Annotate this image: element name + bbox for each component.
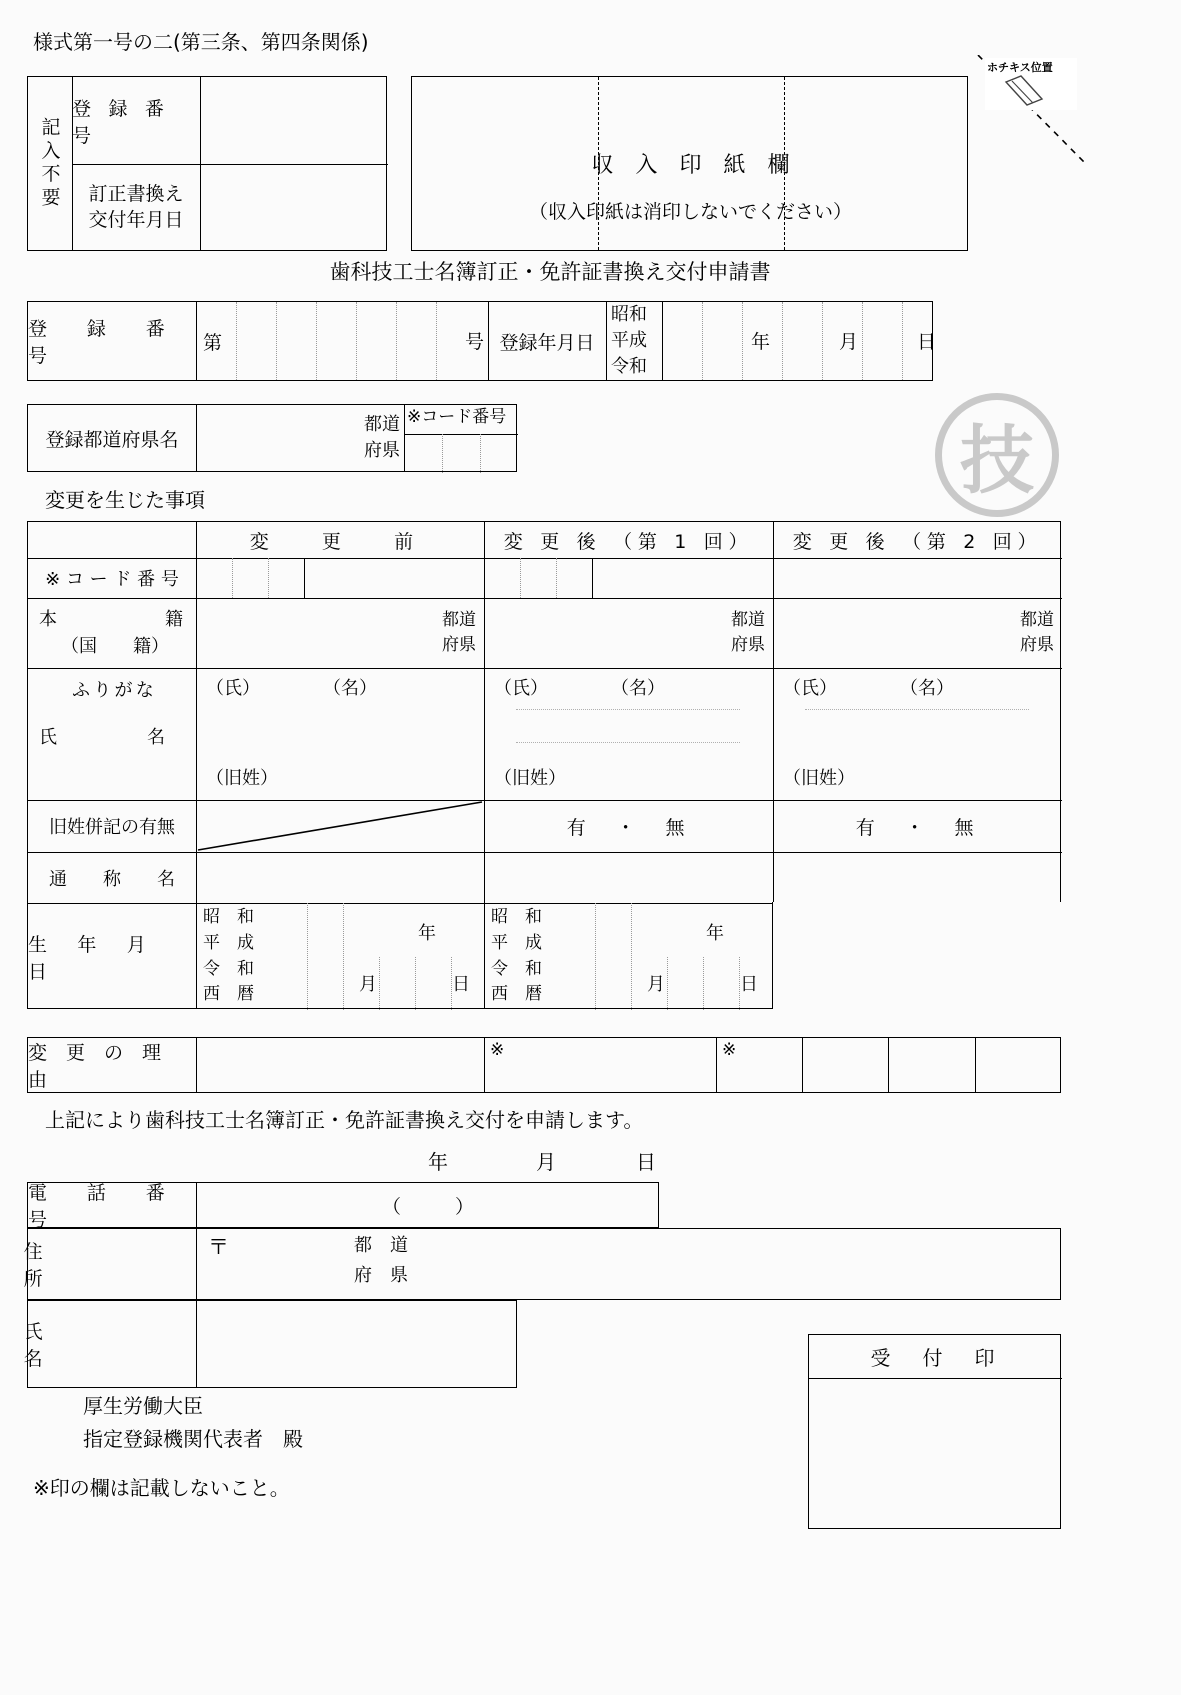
phone-paren-close: ） [455, 1195, 475, 1218]
row-name-label [28, 668, 196, 800]
former-tag-after1: （旧姓） [494, 768, 566, 789]
row-honseki-before-suffix: 都道 府県 [442, 609, 476, 655]
prefecture-code-label: ※コード番号 [407, 407, 507, 427]
change-table-caption: 変更を生じた事項 [45, 488, 205, 512]
addressee-line1: 厚生労働大臣 [83, 1394, 203, 1418]
given-tag-after2: （名） [900, 678, 954, 699]
row-honseki-before[interactable] [196, 598, 484, 668]
row-code-after2[interactable] [773, 558, 1062, 598]
row-honseki-after2[interactable] [773, 598, 1062, 668]
footnote: ※印の欄は記載しないこと。 [33, 1476, 290, 1500]
birth-year-unit-after1: 年 [706, 923, 724, 944]
registration-number-label-cell [72, 77, 200, 164]
revenue-stamp-box[interactable] [411, 76, 968, 251]
reason-code-cell-1[interactable] [484, 1038, 716, 1092]
row-name-after1[interactable] [484, 668, 773, 800]
stapler-icon [985, 72, 1077, 112]
issue-date-value-cell[interactable] [200, 164, 388, 251]
row-honseki-after2-suffix: 都道 府県 [1020, 609, 1054, 655]
diagonal-strike-icon [196, 800, 484, 852]
receipt-stamp-box [808, 1334, 1061, 1529]
birth-month-unit-before: 月 [359, 974, 377, 995]
reason-mark-1: ※ [490, 1040, 505, 1060]
reason-code-cell-4[interactable] [888, 1038, 975, 1092]
receipt-stamp-area[interactable] [809, 1378, 1062, 1530]
receipt-stamp-label-cell: 受 付 印 [870, 1346, 1001, 1370]
applicant-address-row [23, 1228, 1061, 1300]
office-vertical-label: 記入不要 [38, 117, 61, 210]
reason-row [27, 1037, 1061, 1093]
prefecture-code-input[interactable] [404, 434, 518, 473]
registration-number-prefix: 第 [203, 331, 223, 354]
birth-month-unit-after1: 月 [647, 974, 665, 995]
reason-input[interactable] [196, 1038, 484, 1092]
row-honseki-after1[interactable] [484, 598, 773, 668]
change-table-open-corner-mask [773, 902, 1063, 1012]
registration-number-input[interactable] [196, 302, 488, 380]
birth-era-after1: 昭 和 平 成 令 和 西 暦 [491, 906, 542, 1005]
reason-mark-2: ※ [722, 1040, 737, 1060]
era-heisei: 平成 [611, 330, 647, 352]
row-former-surname-before [196, 800, 484, 852]
row-common-name-after2[interactable] [773, 852, 1062, 903]
watermark-gi: 技 [935, 393, 1059, 517]
former-tag-before: （旧姓） [206, 768, 278, 789]
revenue-stamp-title: 収 入 印 紙 欄 [591, 153, 790, 178]
form-code: 様式第一号の二(第三条、第四条関係) [33, 30, 369, 54]
registration-month-unit: 月 [839, 331, 859, 353]
registration-number-label: 登 録 番 号 [72, 97, 170, 147]
change-table-header-after1: 変 更 後 （第 1 回） [503, 530, 754, 553]
prefecture-code-box [404, 405, 518, 471]
birth-day-unit-before: 日 [452, 974, 470, 995]
row-code-before[interactable] [196, 558, 484, 598]
row-birth-label: 生 年 月 日 [28, 933, 177, 983]
birth-day-unit-after1: 日 [740, 974, 758, 995]
phone-label: 電 話 番 号 [28, 1182, 205, 1231]
birth-year-unit-before: 年 [418, 923, 436, 944]
row-birth-before[interactable] [196, 903, 484, 1010]
row-code-after1[interactable] [484, 558, 773, 598]
reason-code-cell-2[interactable] [716, 1038, 802, 1092]
surname-tag-after1: （氏） [494, 678, 548, 699]
registration-year-unit: 年 [751, 331, 771, 353]
form-title: 歯科技工士名簿訂正・免許証書換え交付申請書 [329, 260, 771, 284]
registration-number-field-label: 登 録 番 号 [28, 318, 205, 367]
given-tag-before: （名） [323, 678, 377, 699]
address-label: 住 所 [23, 1241, 201, 1290]
row-former-surname-label: 旧姓併記の有無 [49, 817, 175, 838]
row-code-label: ※ コ ー ド 番 号 [45, 569, 179, 590]
row-birth-after1[interactable] [484, 903, 773, 1010]
sign-date-year: 年 [428, 1150, 448, 1174]
office-vertical-label-cell [28, 77, 72, 250]
change-table-header-after2: 変 更 後 （第 2 回） [792, 530, 1043, 553]
row-former-surname-after2[interactable]: 有 ・ 無 [855, 816, 980, 839]
issue-date-label-line2: 交付年月日 [88, 208, 184, 231]
postal-symbol: 〒 [208, 1235, 229, 1259]
former-tag-after2: （旧姓） [783, 768, 855, 789]
reason-label: 変 更 の 理 由 [28, 1042, 181, 1091]
reason-code-cell-5[interactable] [975, 1038, 1062, 1092]
era-showa: 昭和 [611, 304, 647, 326]
change-table-header-before: 変 更 前 [249, 530, 431, 553]
registration-era-group[interactable] [606, 302, 662, 380]
row-name-kanji-label: 氏 名 [39, 727, 165, 748]
issue-date-label-cell [72, 164, 200, 251]
office-use-block [27, 76, 387, 251]
birth-era-before: 昭 和 平 成 令 和 西 暦 [203, 906, 254, 1005]
revenue-stamp-note: （収入印紙は消印しないでください） [528, 201, 852, 223]
reason-code-cell-3[interactable] [802, 1038, 888, 1092]
declaration-text: 上記により歯科技工士名簿訂正・免許証書換え交付を申請します。 [45, 1108, 644, 1132]
registration-row [27, 301, 937, 381]
row-common-name-before[interactable] [196, 852, 484, 903]
phone-paren-open: （ [381, 1195, 401, 1218]
address-suffix-line1: 都 道 [354, 1235, 408, 1256]
prefecture-suffix: 都道 府県 [364, 413, 400, 461]
row-honseki-label: 本 籍 （国 籍） [39, 609, 183, 657]
prefecture-label: 登録都道府県名 [45, 428, 179, 451]
given-tag-after1: （名） [611, 678, 665, 699]
staple-label-box [985, 58, 1077, 110]
row-honseki-after1-suffix: 都道 府県 [731, 609, 765, 655]
applicant-name-input[interactable] [196, 1301, 518, 1387]
address-suffix-line2: 府 県 [354, 1265, 408, 1286]
sign-date-day: 日 [636, 1150, 656, 1174]
row-common-name-label: 通 称 名 [49, 868, 175, 890]
surname-tag-before: （氏） [206, 678, 260, 699]
surname-tag-after2: （氏） [783, 678, 837, 699]
registration-number-value-cell[interactable] [200, 77, 388, 164]
addressee-line2: 指定登録機関代表者 殿 [83, 1427, 303, 1451]
era-reiwa: 令和 [611, 355, 647, 377]
applicant-name-label: 氏 名 [23, 1321, 201, 1370]
row-common-name-after1[interactable] [484, 852, 773, 903]
registration-day-unit: 日 [917, 331, 937, 353]
row-name-before[interactable] [196, 668, 484, 800]
address-input[interactable] [196, 1229, 1062, 1299]
registration-number-suffix: 号 [465, 331, 485, 353]
phone-input[interactable] [196, 1183, 660, 1227]
row-former-surname-after1[interactable]: 有 ・ 無 [566, 816, 691, 839]
applicant-name-row [23, 1300, 517, 1388]
applicant-phone-row [27, 1182, 659, 1231]
staple-label: ホチキス位置 [987, 61, 1053, 74]
sign-date-month: 月 [536, 1150, 556, 1174]
prefecture-row [27, 404, 517, 472]
issue-date-label-line1: 訂正書換え [88, 182, 184, 205]
row-name-after2[interactable] [773, 668, 1062, 800]
registration-date-label: 登録年月日 [499, 331, 595, 354]
row-name-furigana-label: ふりがな [72, 680, 157, 701]
